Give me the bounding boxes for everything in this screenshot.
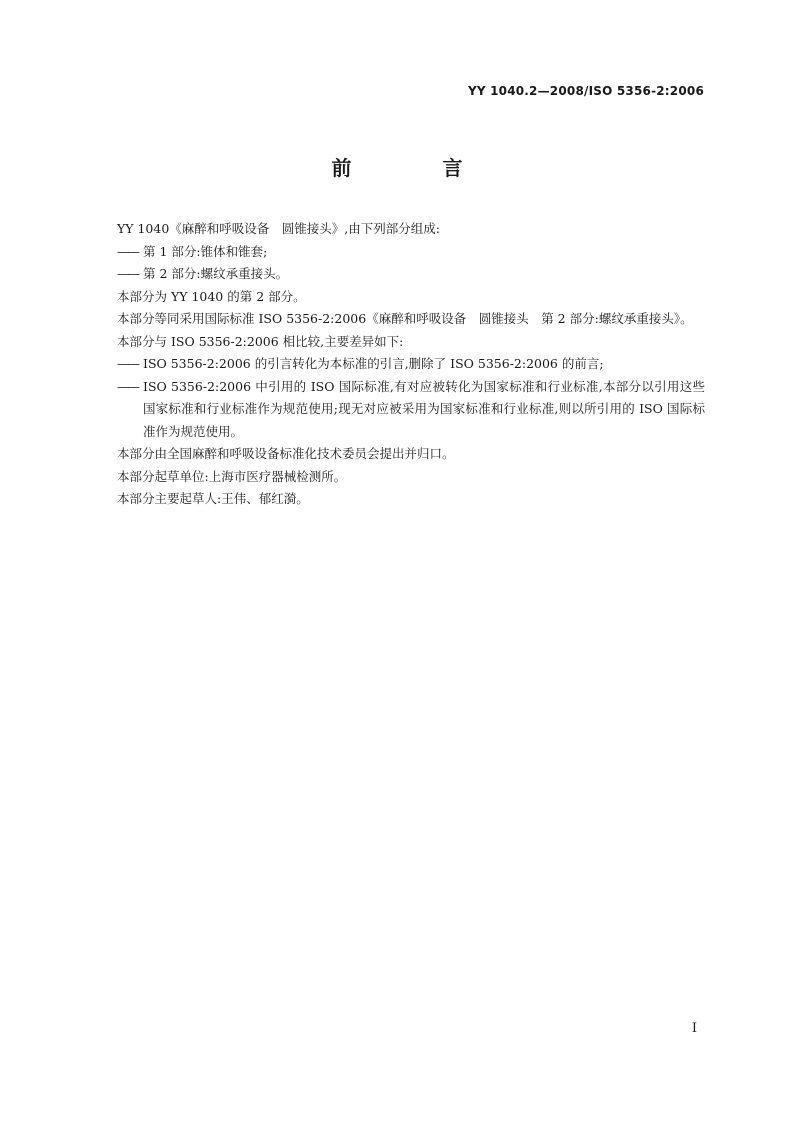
- paragraph-part-statement: 本部分为 YY 1040 的第 2 部分。: [117, 288, 306, 304]
- paragraph-committee: 本部分由全国麻醉和呼吸设备标准化技术委员会提出并归口。: [117, 446, 455, 461]
- list-item-part-1: [91, 241, 705, 264]
- dash-marker: ——: [117, 266, 138, 281]
- paragraph-drafting-unit: 本部分起草单位:上海市医疗器械检测所。: [117, 468, 347, 484]
- document-body: [91, 218, 705, 511]
- dash-marker: ——: [117, 356, 138, 371]
- dash-marker: ——: [117, 378, 138, 394]
- paragraph-composition: YY 1040《麻醉和呼吸设备 圆锥接头》,由下列部分组成:: [117, 221, 440, 236]
- page-number: I: [691, 1021, 697, 1036]
- paragraph-drafters: 本部分主要起草人:王伟、郁红漪。: [117, 491, 309, 506]
- list-item-part-2: [91, 263, 705, 286]
- paragraph-adoption: 本部分等同采用国际标准 ISO 5356-2:2006《麻醉和呼吸设备 圆锥接头 第 2 部分:螺纹承重接头》。: [117, 311, 693, 326]
- list-item-text: ISO 5356-2:2006 中引用的 ISO 国际标准,有对应被转化为国家标准和行业标准,本部分以引用这些国家标准和行业标准作为规范使用;现无对应被采用为国家标准和行业标准,则以所引用的 ISO 国际标准作为规范使用。: [143, 378, 705, 439]
- list-item-text: ISO 5356-2:2006 的引言转化为本标准的引言,删除了 ISO 5356-2:2006 的前言;: [143, 356, 604, 371]
- paragraph-differences: 本部分与 ISO 5356-2:2006 相比较,主要差异如下:: [117, 333, 404, 349]
- list-item-difference-1: [91, 353, 705, 376]
- list-item-text: 第 1 部分:锥体和锥套;: [143, 243, 268, 259]
- page-title: 前 言: [331, 156, 505, 180]
- standard-code: YY 1040.2—2008/ISO 5356-2:2006: [467, 84, 704, 98]
- list-item-text: 第 2 部分:螺纹承重接头。: [143, 266, 289, 281]
- list-item-difference-2: [91, 376, 705, 444]
- dash-marker: ——: [117, 243, 138, 259]
